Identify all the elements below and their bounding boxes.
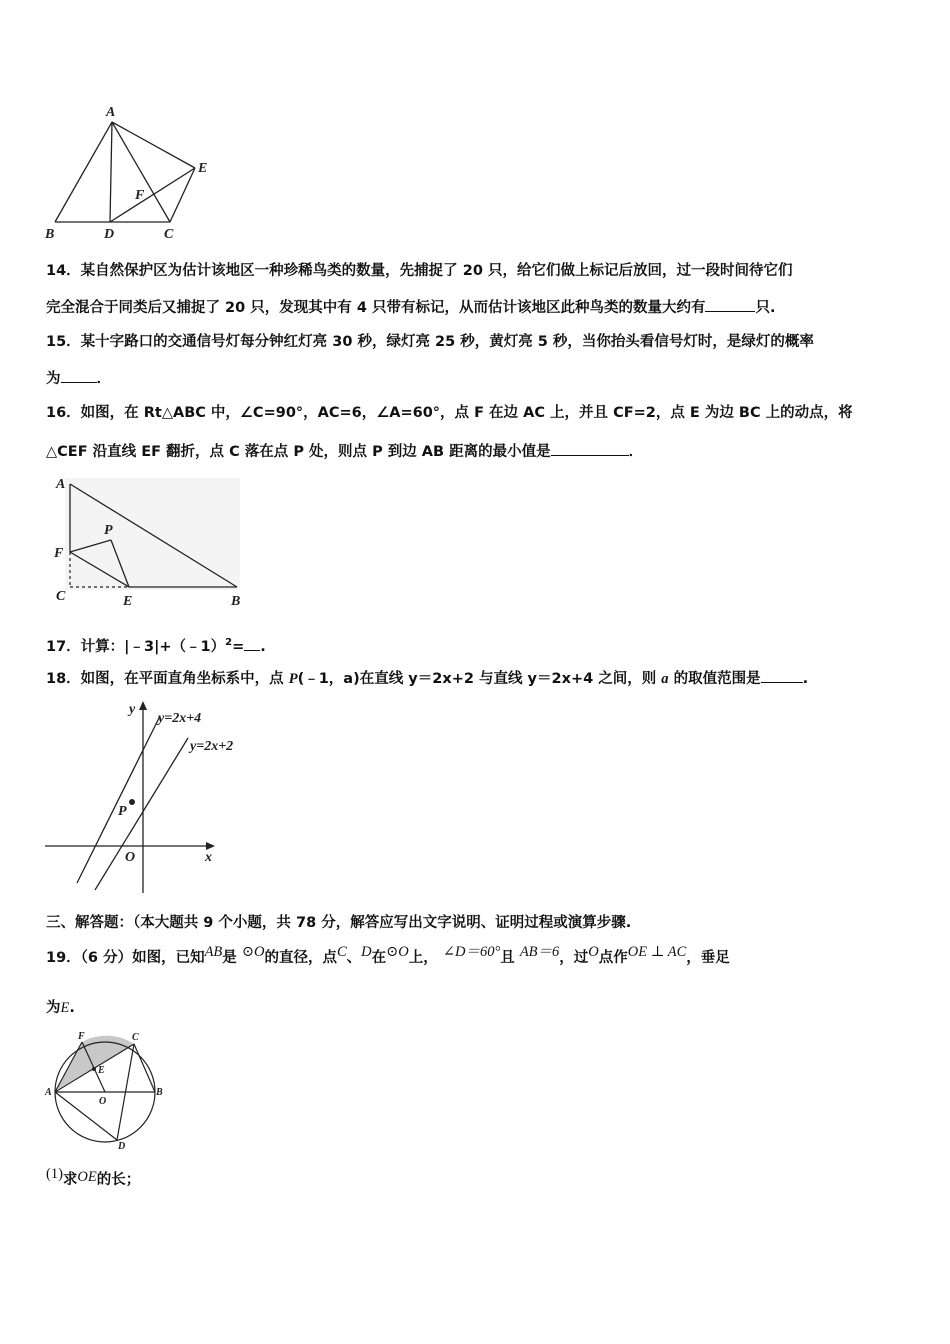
seg-ab — [55, 122, 112, 222]
q19-line2-text: 为 — [46, 1000, 61, 1016]
label-f: F — [135, 188, 145, 203]
q17-exponent: 2 — [225, 637, 233, 648]
q19-t4: 在 — [371, 950, 387, 966]
label-c: C — [56, 589, 66, 604]
q17-line — [46, 633, 266, 657]
q17-equals: = — [232, 638, 245, 655]
label-y: y — [129, 702, 136, 717]
q16-line2-text: △CEF 沿直线 EF 翻折，点 C 落在点 P 处，则点 P 到边 AB 距离的最小值是 — [46, 444, 551, 460]
q16-line2-end: ． — [628, 444, 644, 460]
label-a: A — [106, 105, 116, 120]
section-3-title: 三、解答题：（本大题共 9 个小题，共 78 分，解答应写出文字说明、证明过程或演算步骤. — [46, 915, 632, 931]
q19-circle-o: ⊙O — [241, 944, 265, 960]
q14-line1: 14．某自然保护区为估计该地区一种珍稀鸟类的数量，先捕捉了 20 只，给它们做上标记后放回，过一段时间待它们 — [46, 263, 793, 279]
q17-answer-blank[interactable] — [244, 636, 260, 651]
y-axis-arrow — [139, 701, 147, 710]
q18-var: a — [661, 671, 669, 687]
label-p: P — [104, 523, 113, 538]
q19-t9: ，垂足 — [686, 950, 730, 966]
q19-d: D — [361, 944, 372, 960]
q18-answer-blank[interactable] — [761, 668, 803, 683]
label-x: x — [205, 850, 212, 865]
q19-o: O — [588, 944, 599, 960]
q19-c: C — [336, 944, 347, 960]
label-o: O — [99, 1096, 107, 1107]
q14-line2-text: 完全混合于同类后又捕捉了 20 只，发现其中有 4 只带有标记，从而估计该地区此种鸟类的数量大约有 — [46, 300, 706, 316]
label-d: D — [118, 1141, 126, 1150]
q18-line-a: y＝2x+2 — [408, 671, 474, 687]
q18-text-5: 的取值范围是 — [668, 671, 761, 687]
label-d: D — [104, 227, 115, 242]
q17-text: 17．计算：|﹣3|+（﹣1） — [46, 638, 226, 655]
figure-q18 — [40, 698, 260, 898]
q18-text-4: 之间，则 — [593, 671, 662, 687]
q16-answer-blank[interactable] — [551, 441, 629, 456]
q15-line2 — [46, 368, 111, 389]
label-o: O — [125, 850, 136, 865]
q19-ab-length: AB＝6 — [519, 944, 560, 960]
label-f: F — [78, 1031, 85, 1042]
q14-line2-end: 只. — [755, 300, 776, 316]
label-p: P — [118, 804, 127, 819]
label-e: E — [198, 161, 208, 176]
q15-line1: 15．某十字路口的交通信号灯每分钟红灯亮 30 秒，绿灯亮 25 秒，黄灯亮 5 秒，当你抬头看信号灯时，是绿灯的概率 — [46, 334, 814, 350]
q14-line2 — [46, 297, 775, 318]
q19-circle-o-2: ⊙O — [386, 944, 409, 960]
label-eq1: y=2x+4 — [158, 711, 202, 726]
chord-ad — [55, 1092, 117, 1140]
q18-line-b: y＝2x+4 — [527, 671, 594, 687]
label-b: B — [45, 227, 55, 242]
q19-sub1-num: (1) — [46, 1166, 63, 1182]
q17-end: . — [260, 638, 266, 655]
q15-line2-text: 为 — [46, 371, 61, 387]
q15-line2-end: ． — [96, 371, 111, 387]
q16-line1: 16．如图，在 Rt△ABC 中，∠C=90°，AC=6，∠A=60°，点 F 在边 AC 上，并且 CF=2，点 E 为边 BC 上的动点，将 — [46, 405, 853, 421]
q19-t5: 上， — [408, 950, 438, 966]
q19-t7: ，过 — [559, 950, 589, 966]
label-c: C — [132, 1032, 139, 1043]
label-a: A — [56, 477, 66, 492]
q19-line1 — [46, 944, 730, 968]
q19-num: 19．（6 分）如图，已知 — [46, 950, 205, 966]
q18-text-3: 与直线 — [473, 671, 528, 687]
label-a: A — [45, 1087, 52, 1098]
q19-t8: 点作 — [598, 950, 628, 966]
point-p — [129, 799, 135, 805]
q19-sub1-end: 的长； — [96, 1172, 141, 1188]
seg-ad — [110, 122, 112, 222]
q19-e: E — [60, 1000, 70, 1016]
figure-q13 — [40, 100, 225, 245]
q18-point: P — [288, 671, 298, 687]
label-e: E — [123, 594, 133, 609]
q18-coords: (﹣1，a) — [297, 671, 360, 687]
q19-sub1 — [46, 1166, 141, 1190]
label-b: B — [156, 1087, 163, 1098]
q19-line2-end: . — [69, 1000, 75, 1016]
line-2x-plus-2 — [95, 738, 188, 890]
point-e — [92, 1067, 96, 1071]
q15-answer-blank[interactable] — [61, 368, 97, 383]
q18-text-2: 在直线 — [359, 671, 409, 687]
q19-sub1-text: 求 — [62, 1172, 78, 1188]
label-e: E — [98, 1065, 105, 1076]
shaded-segment — [56, 1036, 134, 1090]
q19-angle: ∠D＝60° — [442, 944, 501, 960]
q19-perp: OE ⊥ AC — [627, 944, 687, 960]
line-2x-plus-4 — [77, 716, 160, 883]
seg-ac — [112, 122, 170, 222]
q19-t3: 、 — [346, 950, 362, 966]
q14-answer-blank[interactable] — [705, 297, 755, 312]
q19-ab: AB — [204, 944, 223, 960]
label-c: C — [164, 227, 174, 242]
q19-line2 — [46, 998, 75, 1018]
q19-t6: 且 — [500, 950, 515, 966]
q19-t2: 的直径，点 — [264, 950, 337, 966]
label-eq2: y=2x+2 — [190, 739, 234, 754]
q18-text-1: 18．如图，在平面直角坐标系中，点 — [46, 671, 289, 687]
chord-cb — [134, 1044, 155, 1092]
label-b: B — [231, 594, 241, 609]
seg-ae — [112, 122, 195, 168]
label-f: F — [54, 546, 64, 561]
q16-line2 — [46, 441, 643, 462]
q18-line — [46, 668, 808, 689]
x-axis-arrow — [206, 842, 215, 850]
figure-q16 — [45, 472, 250, 612]
q18-end: . — [802, 671, 809, 687]
q19-t1: 是 — [222, 950, 237, 966]
q19-sub1-var: OE — [77, 1169, 97, 1185]
figure-q19 — [42, 1030, 172, 1150]
